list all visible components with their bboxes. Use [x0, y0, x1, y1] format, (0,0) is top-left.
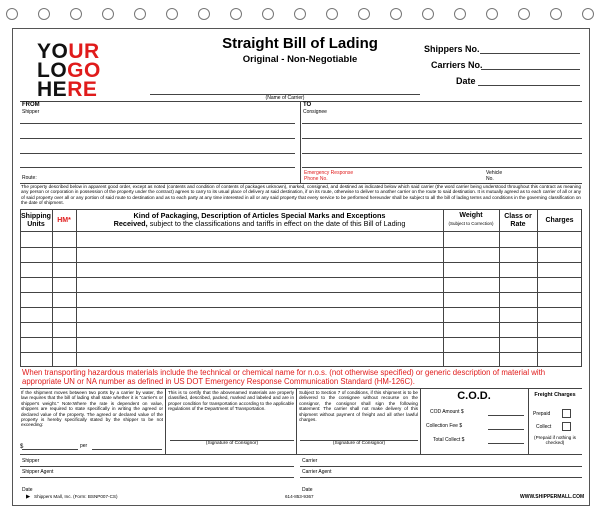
punch-hole — [550, 8, 562, 20]
prepaid-label: Prepaid — [533, 411, 551, 417]
cod-amount-label: COD Amount $ — [430, 409, 464, 415]
to-label: TO — [303, 102, 312, 108]
date-field[interactable] — [478, 85, 580, 86]
total-collect-field[interactable] — [488, 443, 524, 444]
footer-date-label-2: Date — [302, 487, 313, 493]
from-to-divider — [300, 101, 301, 183]
section-divider — [20, 454, 582, 455]
punch-hole — [422, 8, 434, 20]
route-label: Route: — [22, 175, 37, 181]
logo-text: YO — [37, 40, 69, 63]
table-row[interactable] — [20, 337, 582, 338]
table-row[interactable] — [20, 247, 582, 248]
punch-hole — [326, 8, 338, 20]
footer-shipper-label: Shipper — [22, 458, 40, 464]
punch-hole — [230, 8, 242, 20]
col-weight — [443, 212, 499, 228]
col-weight-sub: (Subject to Correction) — [448, 221, 494, 226]
table-header-line — [20, 231, 582, 232]
footer-shipper-agent-label: Shipper Agent — [22, 469, 54, 475]
collect-label: Collect — [536, 424, 552, 430]
table-col-divider — [499, 209, 500, 367]
footer-carrier-label: Carrier — [302, 458, 318, 464]
certification-note: This is to certify that the abovenamed materials are properly classified, described, packed, marked and labeled and are in proper condition for transportation according to the applicable regulations of the Department of Transportation. — [168, 390, 294, 412]
footer-url[interactable]: WWW.SHIPPERMALL.COM — [520, 494, 585, 500]
to-address-line[interactable] — [302, 123, 582, 124]
table-row[interactable] — [20, 307, 582, 308]
punch-hole — [70, 8, 82, 20]
freight-charges-title: Freight Charges — [534, 392, 576, 398]
collect-checkbox[interactable] — [562, 422, 571, 431]
section-7-note: Subject to Section 7 of conditions, if this shipment is to be delivered to the consignee without recourse on the consignor, the consignor shall sign the following statement: The carrier shall not make delivery of this shipment without payment of freight and all other lawful charges. — [299, 390, 418, 423]
from-address-line[interactable] — [20, 123, 295, 124]
bottom-col-divider — [165, 388, 166, 454]
punch-hole — [6, 8, 18, 20]
shipper-label: Shipper — [22, 109, 40, 115]
col-description-line2: subject to the classifications and tariffs in effect on the date of this Bill of Lading — [149, 219, 406, 228]
col-class-rate: Class or Rate — [504, 213, 532, 228]
punch-hole — [486, 8, 498, 20]
footer-carrier-agent-label: Carrier Agent — [302, 469, 332, 475]
punch-hole — [390, 8, 402, 20]
table-col-divider — [443, 209, 444, 367]
punch-hole — [198, 8, 210, 20]
carrier-caption: (Name of Carrier) — [265, 95, 305, 101]
table-row[interactable] — [20, 262, 582, 263]
form-number: Shippers Mall, Inc. (Form: BSNP007-CS) — [34, 494, 118, 499]
dollar-sign: $ — [20, 444, 24, 450]
footer-carrier-line[interactable] — [300, 466, 582, 467]
items-table — [20, 209, 582, 367]
carriers-no-label: Carriers No. — [431, 60, 483, 70]
logo-text: UR — [68, 40, 100, 63]
to-address-line[interactable] — [302, 167, 582, 168]
declared-value-note: If the shipment moves between two ports by a carrier by water, the law requires that the bill of lading shall state whether it is "carrier's or shipper's weight." Note:Where the rate is dependent on value, shippers are required to state specifically in writing the agreed or declared value of the property. The agreed or declared value of the property is hereby specifically stated by the shipper to be not exceeding: — [21, 390, 163, 428]
footer-shipper-line[interactable] — [20, 466, 294, 467]
punch-hole — [262, 8, 274, 20]
consignor-signature-caption: (Signature of Consignor) — [205, 441, 259, 446]
table-row[interactable] — [20, 322, 582, 323]
from-address-line[interactable] — [20, 138, 295, 139]
table-row[interactable] — [20, 277, 582, 278]
vehicle-label: Vehicle — [486, 170, 503, 176]
consignor-signature-caption-2: (Signature of Consignor) — [332, 441, 386, 446]
col-shipping-units: Shipping Units — [21, 213, 51, 228]
date-label: Date — [456, 76, 476, 86]
col-description-received: Received, — [113, 219, 148, 228]
col-description-line1: Kind of Packaging, Description of Articles Special Marks and Exceptions — [133, 211, 386, 220]
shippers-no-label: Shippers No. — [424, 44, 480, 54]
document-subtitle: Original - Non-Negotiable — [242, 54, 358, 65]
punch-holes — [0, 8, 600, 22]
punch-hole — [358, 8, 370, 20]
table-col-divider — [52, 209, 53, 367]
footer-phone: 614-853-9367 — [285, 494, 314, 499]
carriers-no-field[interactable] — [481, 69, 580, 70]
punch-hole — [582, 8, 594, 20]
col-hm: HM* — [57, 217, 71, 224]
collection-fee-label: Collection Fee $ — [426, 423, 463, 429]
table-row[interactable] — [20, 352, 582, 353]
table-col-divider — [76, 209, 77, 367]
col-weight-label: Weight — [459, 212, 483, 219]
document-title: Straight Bill of Lading — [222, 35, 378, 52]
company-logo — [37, 42, 101, 99]
punch-hole — [518, 8, 530, 20]
footer-shipper-agent-line[interactable] — [20, 477, 294, 478]
logo-text: LO — [37, 59, 68, 82]
collection-fee-field[interactable] — [488, 429, 524, 430]
total-collect-label: Total Collect $ — [433, 437, 465, 443]
punch-hole — [38, 8, 50, 20]
punch-hole — [134, 8, 146, 20]
table-row[interactable] — [20, 292, 582, 293]
footer-date-label: Date — [22, 487, 33, 493]
phone-label: Phone No. — [304, 176, 328, 182]
consignee-label: Consignee — [303, 109, 327, 115]
col-charges: Charges — [545, 217, 574, 224]
per-field[interactable] — [92, 449, 162, 450]
bottom-col-divider — [296, 388, 297, 454]
section-divider — [20, 388, 582, 389]
freight-note: (Prepaid if nothing is checked) — [534, 435, 576, 446]
punch-hole — [454, 8, 466, 20]
vehicle-no-label: No. — [486, 176, 494, 182]
shippers-no-field[interactable] — [480, 53, 580, 54]
per-label: per — [80, 443, 88, 449]
declared-value-field[interactable] — [22, 449, 78, 450]
prepaid-checkbox[interactable] — [562, 409, 571, 418]
cod-amount-field[interactable] — [488, 415, 524, 416]
emergency-label: Emergency Response — [304, 170, 354, 176]
table-col-divider — [537, 209, 538, 367]
hazmat-notice: When transporting hazardous materials include the technical or chemical name for n.o.s. (not otherwise specified) or generic description of material with appropriate UN or NA number as defined in US DOT Emergency Response Communication Standard (HM-126C). — [22, 368, 546, 386]
footer-carrier-agent-line[interactable] — [300, 477, 582, 478]
section-divider — [20, 101, 582, 102]
cod-title: C.O.D. — [457, 390, 491, 402]
logo-text: GO — [67, 59, 101, 82]
logo-text: RE — [67, 78, 98, 101]
logo-text: HE — [37, 78, 68, 101]
to-address-line[interactable] — [302, 153, 582, 154]
punch-hole — [294, 8, 306, 20]
from-address-line[interactable] — [20, 167, 295, 168]
to-address-line[interactable] — [302, 138, 582, 139]
punch-hole — [102, 8, 114, 20]
punch-hole — [166, 8, 178, 20]
from-label: FROM — [22, 102, 40, 108]
from-address-line[interactable] — [20, 153, 295, 154]
col-description — [76, 212, 443, 228]
arrow-icon: ▶ — [26, 494, 31, 500]
terms-text: The property described below in apparent good order, except as noted (contents and condition of contents of packages unknown), marked, consigned, and destined as indicated below which said carrier (the word carrier being understood throughout this contract as meaning any person or corporation in possession of the property under the contract) agrees to carry to its usual place of delivery at said destination, if on its route, otherwise to deliver to another carrier on the route to said destination. It is mutually agreed as to each carrier of all or any of said property over all or any portion of said route to destination and as to each party at any time interested in all or any said property that every service to be performed hereunder shall be subject to all the bill of lading terms and conditions in the governing classification on the date of shipment. — [21, 184, 581, 206]
